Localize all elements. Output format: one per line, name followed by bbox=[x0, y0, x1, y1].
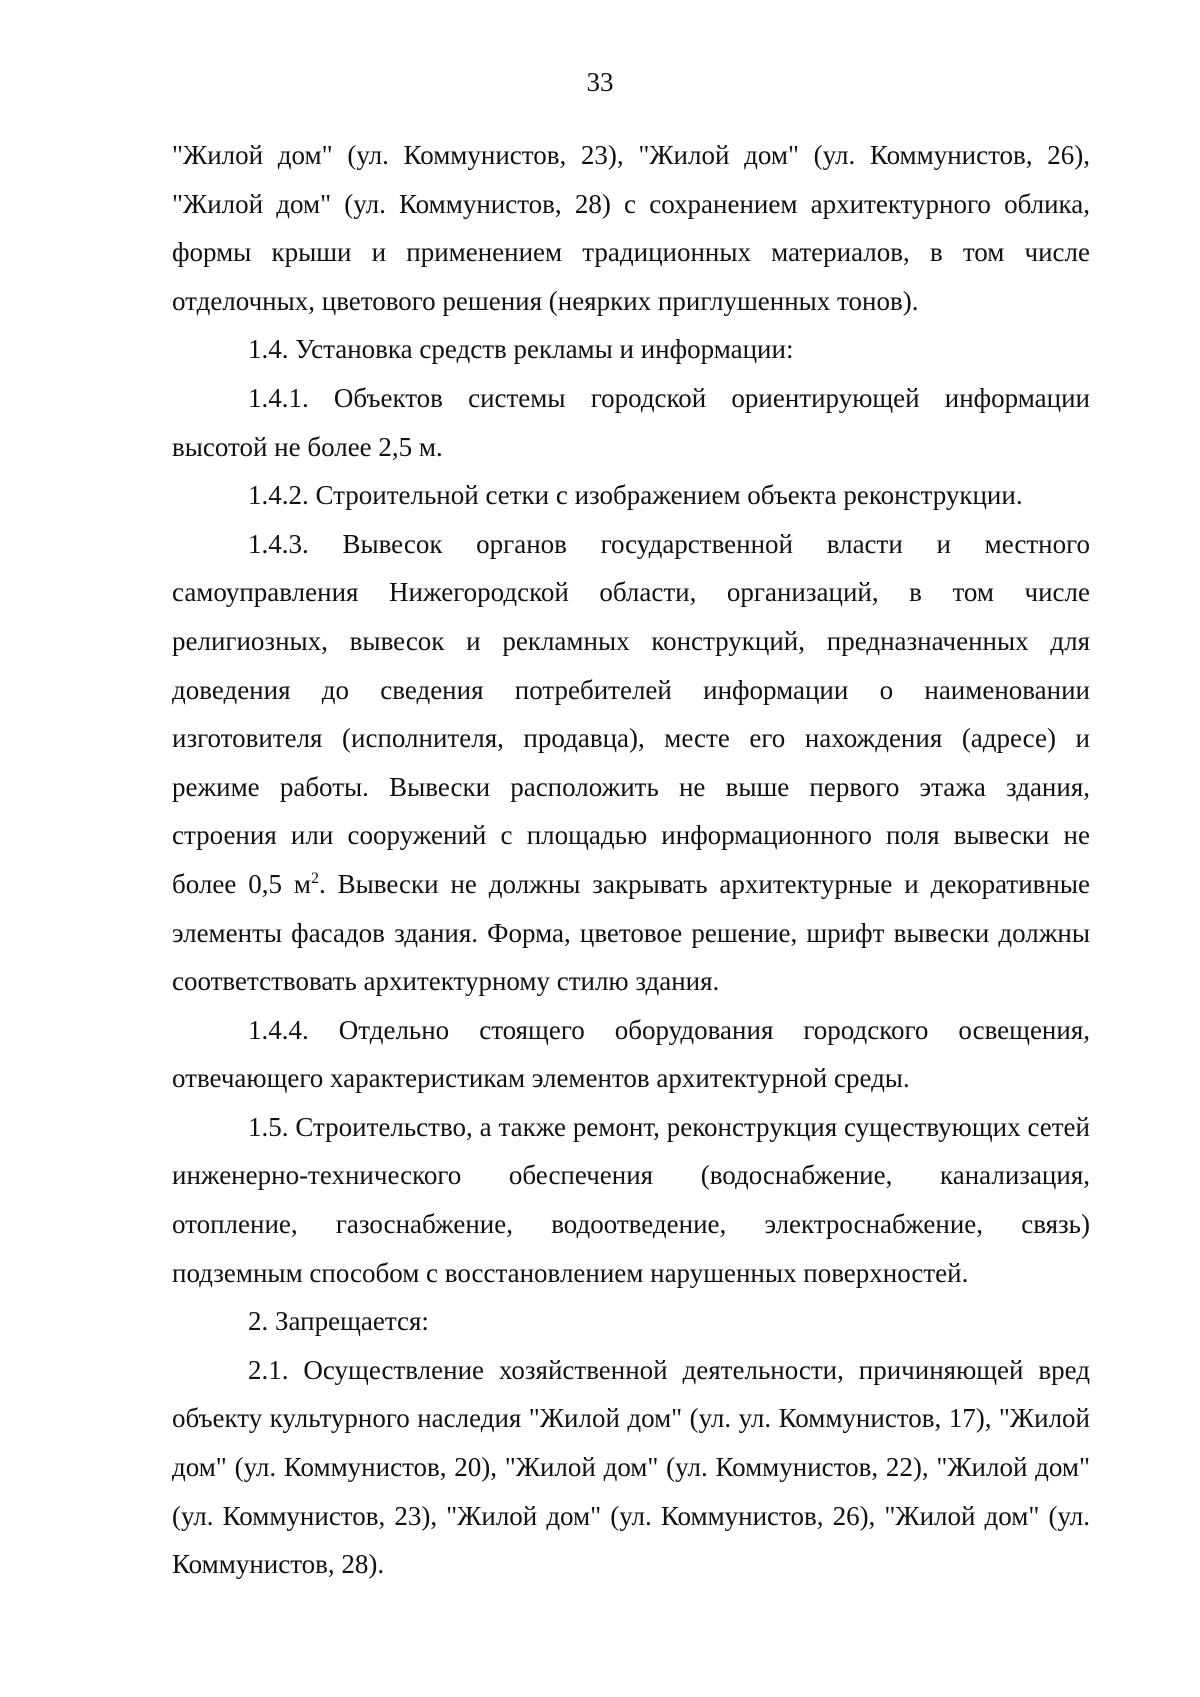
page-number: 33 bbox=[586, 67, 614, 97]
paragraph-1-4-4: 1.4.4. Отдельно стоящего оборудования городского освещения, отвечающего характеристикам элементов архитектурной среды. bbox=[172, 1014, 1090, 1094]
paragraph-1-4-1: 1.4.1. Объектов системы городской ориентирующей информации высотой не более 2,5 м. bbox=[172, 382, 1090, 462]
superscript-squared: 2 bbox=[310, 869, 319, 887]
paragraph-1-4-3-part-2: . Вывески не должны закрывать архитектурные и декоративные элементы фасадов здания. Форма, цветовое решение, шрифт вывески должны соответствовать архитектурному стилю здания. bbox=[172, 868, 1090, 997]
paragraph-1-4: 1.4. Установка средств рекламы и информации: bbox=[248, 334, 794, 365]
paragraph-1-4-3 bbox=[172, 520, 1090, 1006]
paragraph-continuation: "Жилой дом" (ул. Коммунистов, 23), "Жилой дом" (ул. Коммунистов, 26), "Жилой дом" (ул. Коммунистов, 28) с сохранением архитектурного облика, формы крыши и применением традиционных материалов, в том числе отделочных, цветового решения (неярких приглушенных тонов). bbox=[172, 140, 1090, 316]
paragraph-2: 2. Запрещается: bbox=[248, 1306, 429, 1337]
document-body bbox=[172, 131, 1090, 1589]
paragraph-1-4-2: 1.4.2. Строительной сетки с изображением объекта реконструкции. bbox=[248, 480, 1023, 511]
paragraph-2-1: 2.1. Осуществление хозяйственной деятельности, причиняющей вред объекту культурного наследия "Жилой дом" (ул. ул. Коммунистов, 17), "Жилой дом" (ул. Коммунистов, 20), "Жилой дом" (ул. Коммунистов, 22), "Жилой дом" (ул. Коммунистов, 23), "Жилой дом" (ул. Коммунистов, 26), "Жилой дом" (ул. Коммунистов, 28). bbox=[172, 1354, 1090, 1580]
paragraph-1-4-3-part-1: 1.4.3. Вывесок органов государственной власти и местного самоуправления Нижегородской области, организаций, в том числе религиозных, вывесок и рекламных конструкций, предназначенных для доведения до сведения потребителей информации о наименовании изготовителя (исполнителя, продавца), месте его нахождения (адресе) и режиме работы. Вывески расположить не выше первого этажа здания, строения или сооружений с площадью информационного поля вывески не более 0,5 м bbox=[172, 528, 1090, 899]
paragraph-1-5: 1.5. Строительство, а также ремонт, реконструкция существующих сетей инженерно-технического обеспечения (водоснабжение, канализация, отопление, газоснабжение, водоотведение, электроснабжение, связь) подземным способом с восстановлением нарушенных поверхностей. bbox=[172, 1111, 1090, 1288]
